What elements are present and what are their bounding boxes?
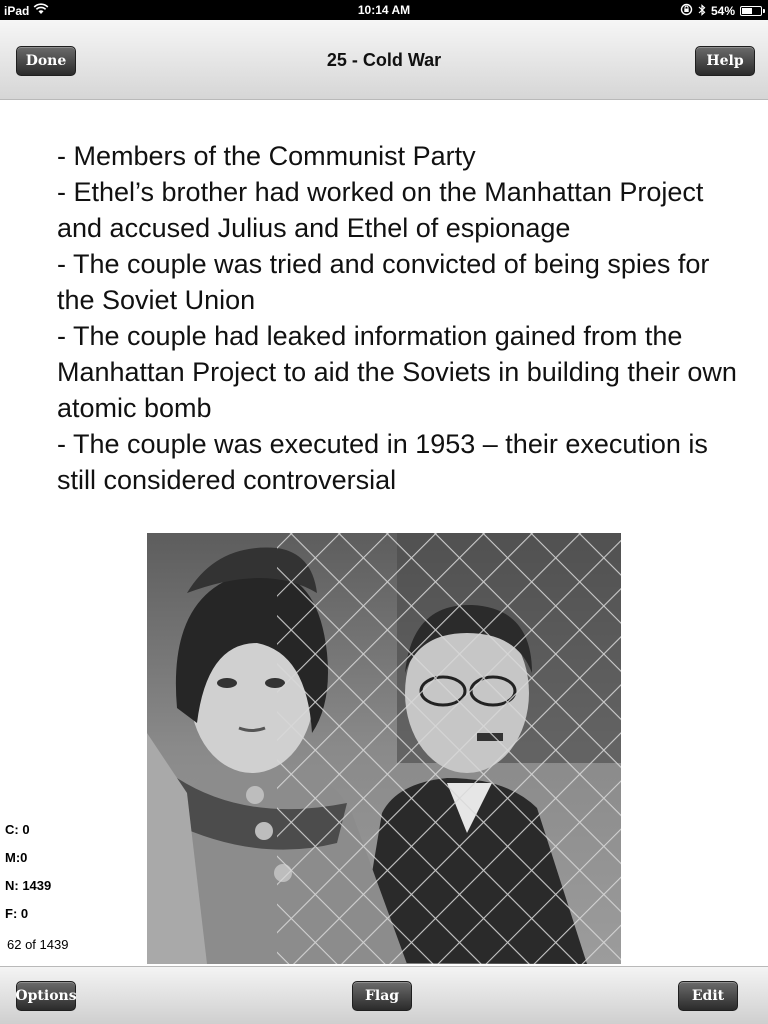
battery-percent: 54% bbox=[710, 4, 735, 18]
stat-m: M:0 bbox=[5, 850, 28, 865]
stat-n: N: 1439 bbox=[5, 878, 52, 893]
card-text bbox=[57, 138, 747, 498]
device-label: iPad bbox=[4, 3, 30, 18]
card-line: - Ethel’s brother had worked on the Manhattan Project and accused Julius and Ethel of espionage bbox=[57, 177, 704, 243]
card-line: - The couple was executed in 1953 – their execution is still considered controversial bbox=[57, 429, 708, 495]
flag-button[interactable]: Flag bbox=[352, 981, 412, 1011]
card-line: - The couple had leaked information gained from the Manhattan Project to aid the Soviets in building their own atomic bomb bbox=[57, 321, 737, 423]
bluetooth-icon bbox=[698, 4, 706, 19]
card-line: - Members of the Communist Party bbox=[57, 141, 476, 171]
card-progress: 62 of 1439 bbox=[7, 937, 69, 952]
status-bar bbox=[0, 0, 768, 20]
card-line: - The couple was tried and convicted of being spies for the Soviet Union bbox=[57, 249, 710, 315]
edit-button[interactable]: Edit bbox=[678, 981, 738, 1011]
stat-f: F: 0 bbox=[5, 906, 29, 921]
help-button[interactable]: Help bbox=[695, 46, 755, 76]
done-button[interactable]: Done bbox=[16, 46, 76, 76]
bottom-toolbar bbox=[0, 966, 768, 1024]
rotation-lock-icon bbox=[680, 3, 693, 19]
battery-level bbox=[742, 8, 752, 14]
stat-c: C: 0 bbox=[5, 822, 30, 837]
card-stats bbox=[5, 822, 51, 934]
page-title: 25 - Cold War bbox=[326, 50, 442, 70]
options-button[interactable]: Options bbox=[16, 981, 76, 1011]
navigation-bar bbox=[0, 20, 768, 100]
card-photo bbox=[147, 533, 621, 964]
battery-icon bbox=[740, 6, 762, 16]
status-time: 10:14 AM bbox=[357, 3, 411, 17]
